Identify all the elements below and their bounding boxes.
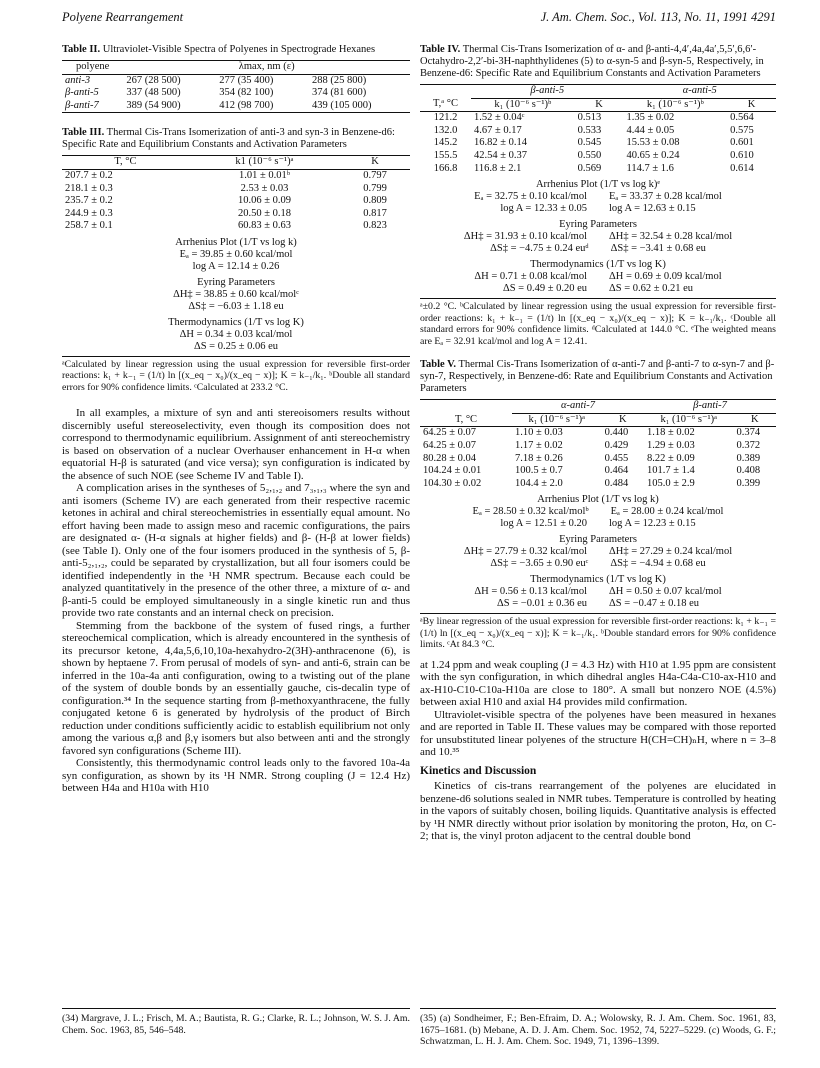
table-5-thermodynamics: Thermodynamics (1/T vs log K) ΔH = 0.56 ± 0.13 kcal/mol ΔH = 0.50 ± 0.07 kcal/mol ΔS = −0.01 ± 0.36 eu ΔS = −0.47 ± 0.18 eu bbox=[474, 574, 722, 610]
table-4-grid bbox=[420, 84, 776, 175]
body-text-left bbox=[62, 407, 410, 795]
table-row: 207.7 ± 0.2 1.01 ± 0.01ᵇ 0.797 bbox=[65, 169, 387, 181]
table-5-group-alpha: α-anti-7 bbox=[512, 400, 644, 414]
paragraph: A complication arises in the syntheses of 5₂,₁,₂ and 7₃,₁,₃ where the syn and anti isomers (Scheme IV) are each generated from their respective racemic ketones in achiral and chiral stereochemistries in essentially equal amount. No effort having been made to assign meso and racemic configurations, the pairs are designated α- (H-α signals at higher fields) and β- (H-β at lower fields) (see Table I). Only one of the four isomers produced in the synthesis of 5, β-anti-5₂,₁,₂, could be separated by crystallization, but all four isomers could be identified independently in the ¹H NMR spectrum. Because each could be analyzed quantitatively in the presence of the other three, a mixture of α- and β-anti-5 could be employed simultaneously in a single kinetic run and thus provide two rate constants and an internal check on precision. bbox=[62, 482, 410, 620]
table-4-arrhenius: Arrhenius Plot (1/T vs log k)ᵉ Eₐ = 32.75 ± 0.10 kcal/mol Eₐ = 33.37 ± 0.28 kcal/mol log A = 12.33 ± 0.05 log A = 12.63 ± 0.15 bbox=[474, 179, 722, 215]
paragraph: Consistently, this thermodynamic control leads only to the favored 10a-4a syn configuration, as shown by its ¹H NMR. Strong coupling (J = 12.4 Hz) between H4a and H10a with H10 bbox=[62, 757, 410, 795]
table-4-header-k: K bbox=[747, 98, 756, 110]
paragraph: at 1.24 ppm and weak coupling (J = 4.3 Hz) with H10 at 1.95 ppm are consistent with the syn configuration, in which dihedral angles H4a-C4a-C10-ax-H10 and ax-H10-C10-C10a-H10a are close to 180°. A small but nonzero NOE (4.5%) between axial H10 and axial H4 provides mild confirmation. bbox=[420, 658, 776, 709]
table-row: β-anti-5 337 (48 500) 354 (82 100) 374 (81 600) bbox=[65, 87, 367, 99]
table-3-footnote: ᵃCalculated by linear regression using the usual expression for reversible first-order reactions: k₁ + k₋₁ = (1/t) ln [(x_eq − x₀)/(x_eq − x)]; K = k₋₁/k₁. ᵇDouble all standard errors for 90% confidence limits. ᶜCalculated at 233.2 °C. bbox=[62, 356, 410, 394]
table-row: 104.30 ± 0.02 104.4 ± 2.0 0.484 105.0 ± 2.9 0.399 bbox=[423, 477, 761, 489]
table-3-grid bbox=[62, 155, 410, 233]
table-4-header-k1: k₁ (10⁻⁶ s⁻¹)ᵇ bbox=[646, 98, 704, 110]
table-row: 155.5 42.54 ± 0.37 0.550 40.65 ± 0.24 0.610 bbox=[433, 149, 754, 161]
table-row: 132.0 4.67 ± 0.17 0.533 4.44 ± 0.05 0.575 bbox=[433, 124, 754, 136]
running-header bbox=[62, 10, 776, 30]
table-4-eyring: Eyring Parameters ΔH‡ = 31.93 ± 0.10 kcal/mol ΔH‡ = 32.54 ± 0.28 kcal/mol ΔS‡ = −4.75 ± 0.24 euᵈ ΔS‡ = −3.41 ± 0.68 eu bbox=[463, 219, 733, 255]
table-5-header-t: T, °C bbox=[454, 413, 478, 425]
table-2-header-polyene: polyene bbox=[76, 61, 110, 72]
table-2-caption: Table II. Ultraviolet-Visible Spectra of Polyenes in Spectrograde Hexanes bbox=[62, 44, 376, 55]
body-text-right bbox=[420, 659, 776, 843]
table-4-header-k1: k₁ (10⁻⁶ s⁻¹)ᵇ bbox=[494, 98, 552, 110]
table-row: β-anti-7 389 (54 900) 412 (98 700) 439 (105 000) bbox=[62, 100, 410, 113]
table-4-group-alpha: α-anti-5 bbox=[623, 85, 776, 99]
table-4-thermodynamics: Thermodynamics (1/T vs log K) ΔH = 0.71 ± 0.08 kcal/mol ΔH = 0.69 ± 0.09 kcal/mol ΔS = 0.49 ± 0.20 eu ΔS = 0.62 ± 0.21 eu bbox=[474, 259, 722, 295]
table-row: 235.7 ± 0.2 10.06 ± 0.09 0.809 bbox=[65, 195, 387, 207]
table-2-header-lambda: λmax, nm (ε) bbox=[238, 61, 295, 72]
table-5-caption: Table V. Thermal Cis-Trans Isomerization of α-anti-7 and β-anti-7 to α-syn-7 and β-syn-7, Respectively, in Benzene-d6: Rate and Equilibrium Constants and Activation Parameters bbox=[420, 359, 775, 395]
right-column bbox=[420, 44, 776, 843]
table-4-header-t: T,ᵃ °C bbox=[433, 98, 458, 110]
table-5-footnote: ᵃBy linear regression of the usual expression for reversible first-order reactions: k₁ + k₋₁ = (1/t) ln [(x_eq − x₀)/(x_eq − x)]; K = k₋₁/k₁. ᵇDouble standard errors for 90% confidence limits. ᶜAt 84.3 °C. bbox=[420, 613, 776, 651]
table-row: 258.7 ± 0.1 60.83 ± 0.63 0.823 bbox=[65, 220, 387, 232]
table-3-header-t: T, °C bbox=[114, 156, 137, 168]
table-5 bbox=[420, 359, 776, 651]
left-column bbox=[62, 44, 410, 795]
header-left: Polyene Rearrangement bbox=[62, 10, 184, 24]
table-2-grid bbox=[62, 60, 410, 113]
paragraph: In all examples, a mixture of syn and anti stereoisomers results without discernibly useful stereoselectivity, even though its composition does not correspond to thermodynamic equilibrium. Assignment of anti stereochemistry is based on observation of a nuclear Overhauser enhancement in H-α when equatorial H-β is saturated (and vice versa); syn configuration is indicated by the absence of such NOE (see Scheme IV and Table I). bbox=[62, 407, 410, 482]
header-right: J. Am. Chem. Soc., Vol. 113, No. 11, 1991 4291 bbox=[540, 10, 776, 24]
table-row: 104.24 ± 0.01 100.5 ± 0.7 0.464 101.7 ± 1.4 0.408 bbox=[423, 465, 761, 477]
table-4 bbox=[420, 44, 776, 347]
table-row: 121.2 1.52 ± 0.04ᶜ 0.513 1.35 ± 0.02 0.564 bbox=[433, 112, 754, 124]
table-5-header-k: K bbox=[618, 413, 627, 425]
table-row: 80.28 ± 0.04 7.18 ± 0.26 0.455 8.22 ± 0.09 0.389 bbox=[423, 452, 761, 464]
paragraph: Kinetics of cis-trans rearrangement of the polyenes are elucidated in benzene-d6 solutions sealed in NMR tubes. Temperature is controlled by heating in the vapors of suitably chosen, boiling liquids. Quantitative analysis is effected by ¹H NMR directly without prior isolation by monitoring the proton, Hα, on C-2; that is, the vinyl proton adjacent to the central double bond bbox=[420, 780, 776, 843]
reference-35: (35) (a) Sondheimer, F.; Ben-Efraim, D. A.; Wolowsky, R. J. Am. Chem. Soc. 1961, 83, 1675–1681. (b) Mebane, A. D. J. Am. Chem. Soc. 1952, 74, 5227–5229. (c) Woods, G. F.; Schwatzman, L. H. J. Am. Chem. Soc. 1949, 71, 1396–1399. bbox=[420, 1008, 776, 1048]
table-4-caption: Table IV. Thermal Cis-Trans Isomerization of α- and β-anti-4,4′,4a,4a′,5,5′,6,6′-Octahydro-2,2′-bi-3H-naphthylidenes (5) to α-syn-5 and β-syn-5, Respectively, in Benzene-d6: Specific Rate and Equilibrium Constants and Activation Parameters bbox=[420, 44, 764, 79]
table-2 bbox=[62, 44, 410, 113]
table-3-caption: Table III. Thermal Cis-Trans Isomerization of anti-3 and syn-3 in Benzene-d6: Specific Rate and Equilibrium Constants and Activation Parameters bbox=[62, 127, 395, 151]
table-4-header-k: K bbox=[595, 98, 603, 110]
table-row: 64.25 ± 0.07 1.17 ± 0.02 0.429 1.29 ± 0.03 0.372 bbox=[423, 439, 761, 451]
table-3-header-k: K bbox=[371, 156, 379, 168]
paragraph: Stemming from the backbone of the system of fused rings, a further stereochemical complication, which is already encountered in the synthesis of its precursor ketone, 4,4a,5,6,10,10a-hexahydro-2(3H)-anthracenone (6), is shown by heptaene 7. From perusal of models of syn- and anti-6, strain can be inferred in the 10a-4a anti configuration, owing to a twisting out of the plane of the system of double bonds by an essentially gauche, cis-decalin type of configuration.³⁴ In the sequence starting from β-methoxyanthracene, the fully conjugated ketone 6 is generated by hydrolysis of the product of Birch reduction under conditions sufficiently acidic to establish equilibrium not only among the various α,β and β,γ isomers but also between anti and the strongly favored syn configurations (Scheme III). bbox=[62, 619, 410, 757]
table-row: 166.8 116.8 ± 2.1 0.569 114.7 ± 1.6 0.614 bbox=[433, 162, 754, 174]
table-3-arrhenius: Arrhenius Plot (1/T vs log k) Eₐ = 39.85 ± 0.60 kcal/mol log A = 12.14 ± 0.26 bbox=[175, 236, 297, 272]
table-3 bbox=[62, 127, 410, 393]
section-heading: Kinetics and Discussion bbox=[420, 764, 537, 777]
table-row: 218.1 ± 0.3 2.53 ± 0.03 0.799 bbox=[65, 182, 387, 194]
table-5-eyring: Eyring Parameters ΔH‡ = 27.79 ± 0.32 kcal/mol ΔH‡ = 27.29 ± 0.24 kcal/mol ΔS‡ = −3.65 ± 0.90 euᶜ ΔS‡ = −4.94 ± 0.68 eu bbox=[463, 534, 733, 570]
table-row: anti-3 267 (28 500) 277 (35 400) 288 (25 800) bbox=[65, 74, 367, 86]
table-3-thermodynamics: Thermodynamics (1/T vs log K) ΔH = 0.34 ± 0.03 kcal/mol ΔS = 0.25 ± 0.06 eu bbox=[168, 316, 304, 352]
table-5-header-k: K bbox=[750, 413, 759, 425]
table-4-footnote: ᵃ±0.2 °C. ᵇCalculated by linear regression using the usual expression for reversible first-order reactions: k₁ + k₋₁ = (1/t) ln [(x_eq − x₀)/(x_eq − x)]; K = k₋₁/k₁. ᶜDouble all standard errors for 90% confidence limits. ᵈCalculated at 144.0 °C. ᵉThe weighted means are Eₐ = 32.91 kcal/mol and log A = 12.41. bbox=[420, 298, 776, 347]
table-3-eyring: Eyring Parameters ΔH‡ = 38.85 ± 0.60 kcal/molᶜ ΔS‡ = −6.03 ± 1.18 eu bbox=[173, 276, 299, 312]
paragraph: Ultraviolet-visible spectra of the polyenes have been measured in hexanes and are reported in Table II. These values may be compared with those reported for unsubstituted linear polyenes of the structure H(CH=CH)ₙH, where n = 3–8 and 10.³⁵ bbox=[420, 708, 776, 759]
table-row: 244.9 ± 0.3 20.50 ± 0.18 0.817 bbox=[65, 207, 387, 219]
table-5-header-k1: k₁ (10⁻⁶ s⁻¹)ᵃ bbox=[528, 413, 586, 425]
table-5-header-k1: k₁ (10⁻⁶ s⁻¹)ᵃ bbox=[660, 413, 718, 425]
table-3-header-k1: k1 (10⁻⁶ s⁻¹)ᵃ bbox=[235, 156, 294, 168]
table-row: 145.2 16.82 ± 0.14 0.545 15.53 ± 0.08 0.601 bbox=[433, 137, 754, 149]
table-5-arrhenius: Arrhenius Plot (1/T vs log k) Eₐ = 28.50 ± 0.32 kcal/molᵇ Eₐ = 28.00 ± 0.24 kcal/mol log A = 12.51 ± 0.20 log A = 12.23 ± 0.15 bbox=[472, 494, 724, 530]
table-4-group-beta: β-anti-5 bbox=[471, 85, 623, 99]
reference-34: (34) Margrave, J. L.; Frisch, M. A.; Bautista, R. G.; Clarke, R. L.; Johnson, W. S. J. Am. Chem. Soc. 1963, 85, 546–548. bbox=[62, 1008, 410, 1036]
table-5-group-beta: β-anti-7 bbox=[644, 400, 776, 414]
table-5-grid bbox=[420, 399, 776, 490]
table-row: 64.25 ± 0.07 1.10 ± 0.03 0.440 1.18 ± 0.02 0.374 bbox=[423, 427, 761, 439]
